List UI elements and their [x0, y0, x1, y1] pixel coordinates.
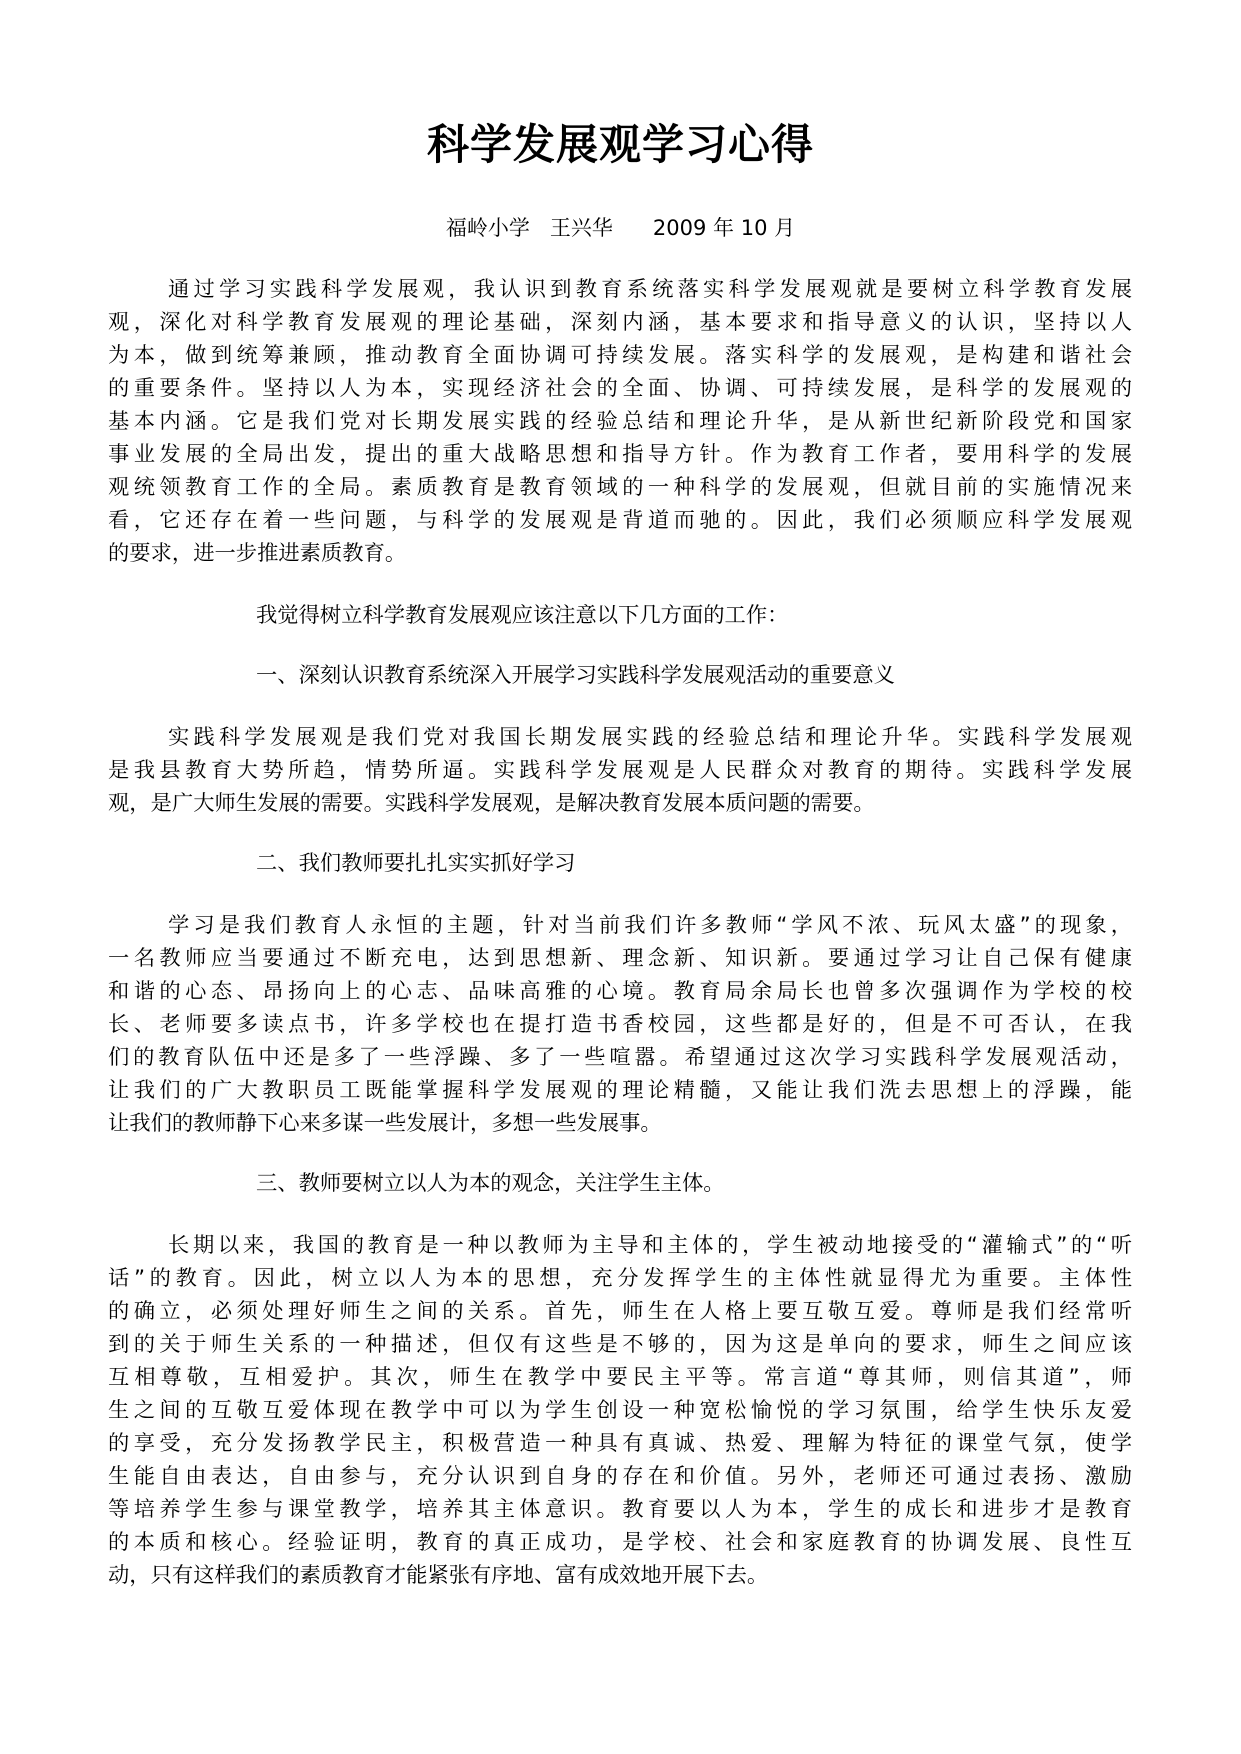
paragraph-line: 基本内涵。它是我们党对长期发展实践的经验总结和理论升华，是从新世纪新阶段党和国家 — [108, 409, 1132, 434]
paragraph-line: 等培养学生参与课堂教学，培养其主体意识。教育要以人为本，学生的成长和进步才是教育 — [108, 1497, 1132, 1522]
paragraph-line: 让我们的教师静下心来多谋一些发展计，多想一些发展事。 — [108, 1111, 662, 1136]
paragraph-line: 让我们的广大教职员工既能掌握科学发展观的理论精髓，又能让我们洗去思想上的浮躁，能 — [108, 1078, 1132, 1103]
paragraph-line: 为本，做到统筹兼顾，推动教育全面协调可持续发展。落实科学的发展观，是构建和谐社会 — [108, 343, 1132, 368]
paragraph-line: 们的教育队伍中还是多了一些浮躁、多了一些喧嚣。希望通过这次学习实践科学发展观活动， — [108, 1045, 1132, 1070]
paragraph-line: 通过学习实践科学发展观，我认识到教育系统落实科学发展观就是要树立科学教育发展 — [168, 277, 1132, 302]
paragraph-line: 的享受，充分发扬教学民主，积极营造一种具有真诚、热爱、理解为特征的课堂气氛，使学 — [108, 1431, 1132, 1456]
paragraph-line: 互相尊敬，互相爱护。其次，师生在教学中要民主平等。常言道“尊其师，则信其道”，师 — [108, 1365, 1132, 1390]
section-3-heading: 三、教师要树立以人为本的观念，关注学生主体。 — [256, 1171, 725, 1196]
paragraph-line: 一名教师应当要通过不断充电，达到思想新、理念新、知识新。要通过学习让自己保有健康 — [108, 946, 1132, 971]
paragraph-line: 的重要条件。坚持以人为本，实现经济社会的全面、协调、可持续发展，是科学的发展观的 — [108, 376, 1132, 401]
document-title: 科学发展观学习心得 — [426, 120, 814, 169]
section-1-heading: 一、深刻认识教育系统深入开展学习实践科学发展观活动的重要意义 — [256, 663, 895, 688]
paragraph-line: 和谐的心态、昂扬向上的心志、品味高雅的心境。教育局余局长也曾多次强调作为学校的校 — [108, 979, 1132, 1004]
paragraph-line: 的确立，必须处理好师生之间的关系。首先，师生在人格上要互敬互爱。尊师是我们经常听 — [108, 1299, 1132, 1324]
paragraph-line: 动，只有这样我们的素质教育才能紧张有序地、富有成效地开展下去。 — [108, 1563, 769, 1588]
paragraph-line: 观统领教育工作的全局。素质教育是教育领域的一种科学的发展观，但就目前的实施情况来 — [108, 475, 1132, 500]
paragraph-line: 长期以来，我国的教育是一种以教师为主导和主体的，学生被动地接受的“灌输式”的“听 — [168, 1233, 1132, 1258]
paragraph-line: 到的关于师生关系的一种描述，但仅有这些是不够的，因为这是单向的要求，师生之间应该 — [108, 1332, 1132, 1357]
paragraph-line: 话”的教育。因此，树立以人为本的思想，充分发挥学生的主体性就显得尤为重要。主体性 — [108, 1266, 1132, 1291]
paragraph-line: 生能自由表达，自由参与，充分认识到自身的存在和价值。另外，老师还可通过表扬、激励 — [108, 1464, 1132, 1489]
paragraph-line: 观，是广大师生发展的需要。实践科学发展观，是解决教育发展本质问题的需要。 — [108, 791, 875, 816]
paragraph-line: 生之间的互敬互爱体现在教学中可以为学生创设一种宽松愉悦的学习氛围，给学生快乐友爱 — [108, 1398, 1132, 1423]
paragraph-line: 观，深化对科学教育发展观的理论基础，深刻内涵，基本要求和指导意义的认识，坚持以人 — [108, 310, 1132, 335]
section-2-heading: 二、我们教师要扎扎实实抓好学习 — [256, 851, 576, 876]
paragraph-line: 学习是我们教育人永恒的主题，针对当前我们许多教师“学风不浓、玩风太盛”的现象， — [168, 913, 1132, 938]
paragraph-line: 事业发展的全局出发，提出的重大战略思想和指导方针。作为教育工作者，要用科学的发展 — [108, 442, 1132, 467]
lead-in-text: 我觉得树立科学教育发展观应该注意以下几方面的工作： — [256, 603, 789, 628]
paragraph-line: 的要求，进一步推进素质教育。 — [108, 541, 407, 566]
paragraph-line: 实践科学发展观是我们党对我国长期发展实践的经验总结和理论升华。实践科学发展观 — [168, 725, 1132, 750]
paragraph-line: 的本质和核心。经验证明，教育的真正成功，是学校、社会和家庭教育的协调发展、良性互 — [108, 1530, 1132, 1555]
paragraph-line: 是我县教育大势所趋，情势所逼。实践科学发展观是人民群众对教育的期待。实践科学发展 — [108, 758, 1132, 783]
document-byline: 福岭小学 王兴华 2009 年 10 月 — [445, 216, 796, 240]
paragraph-line: 看，它还存在着一些问题，与科学的发展观是背道而驰的。因此，我们必须顺应科学发展观 — [108, 508, 1132, 533]
paragraph-line: 长、老师要多读点书，许多学校也在提打造书香校园，这些都是好的，但是不可否认，在我 — [108, 1012, 1132, 1037]
